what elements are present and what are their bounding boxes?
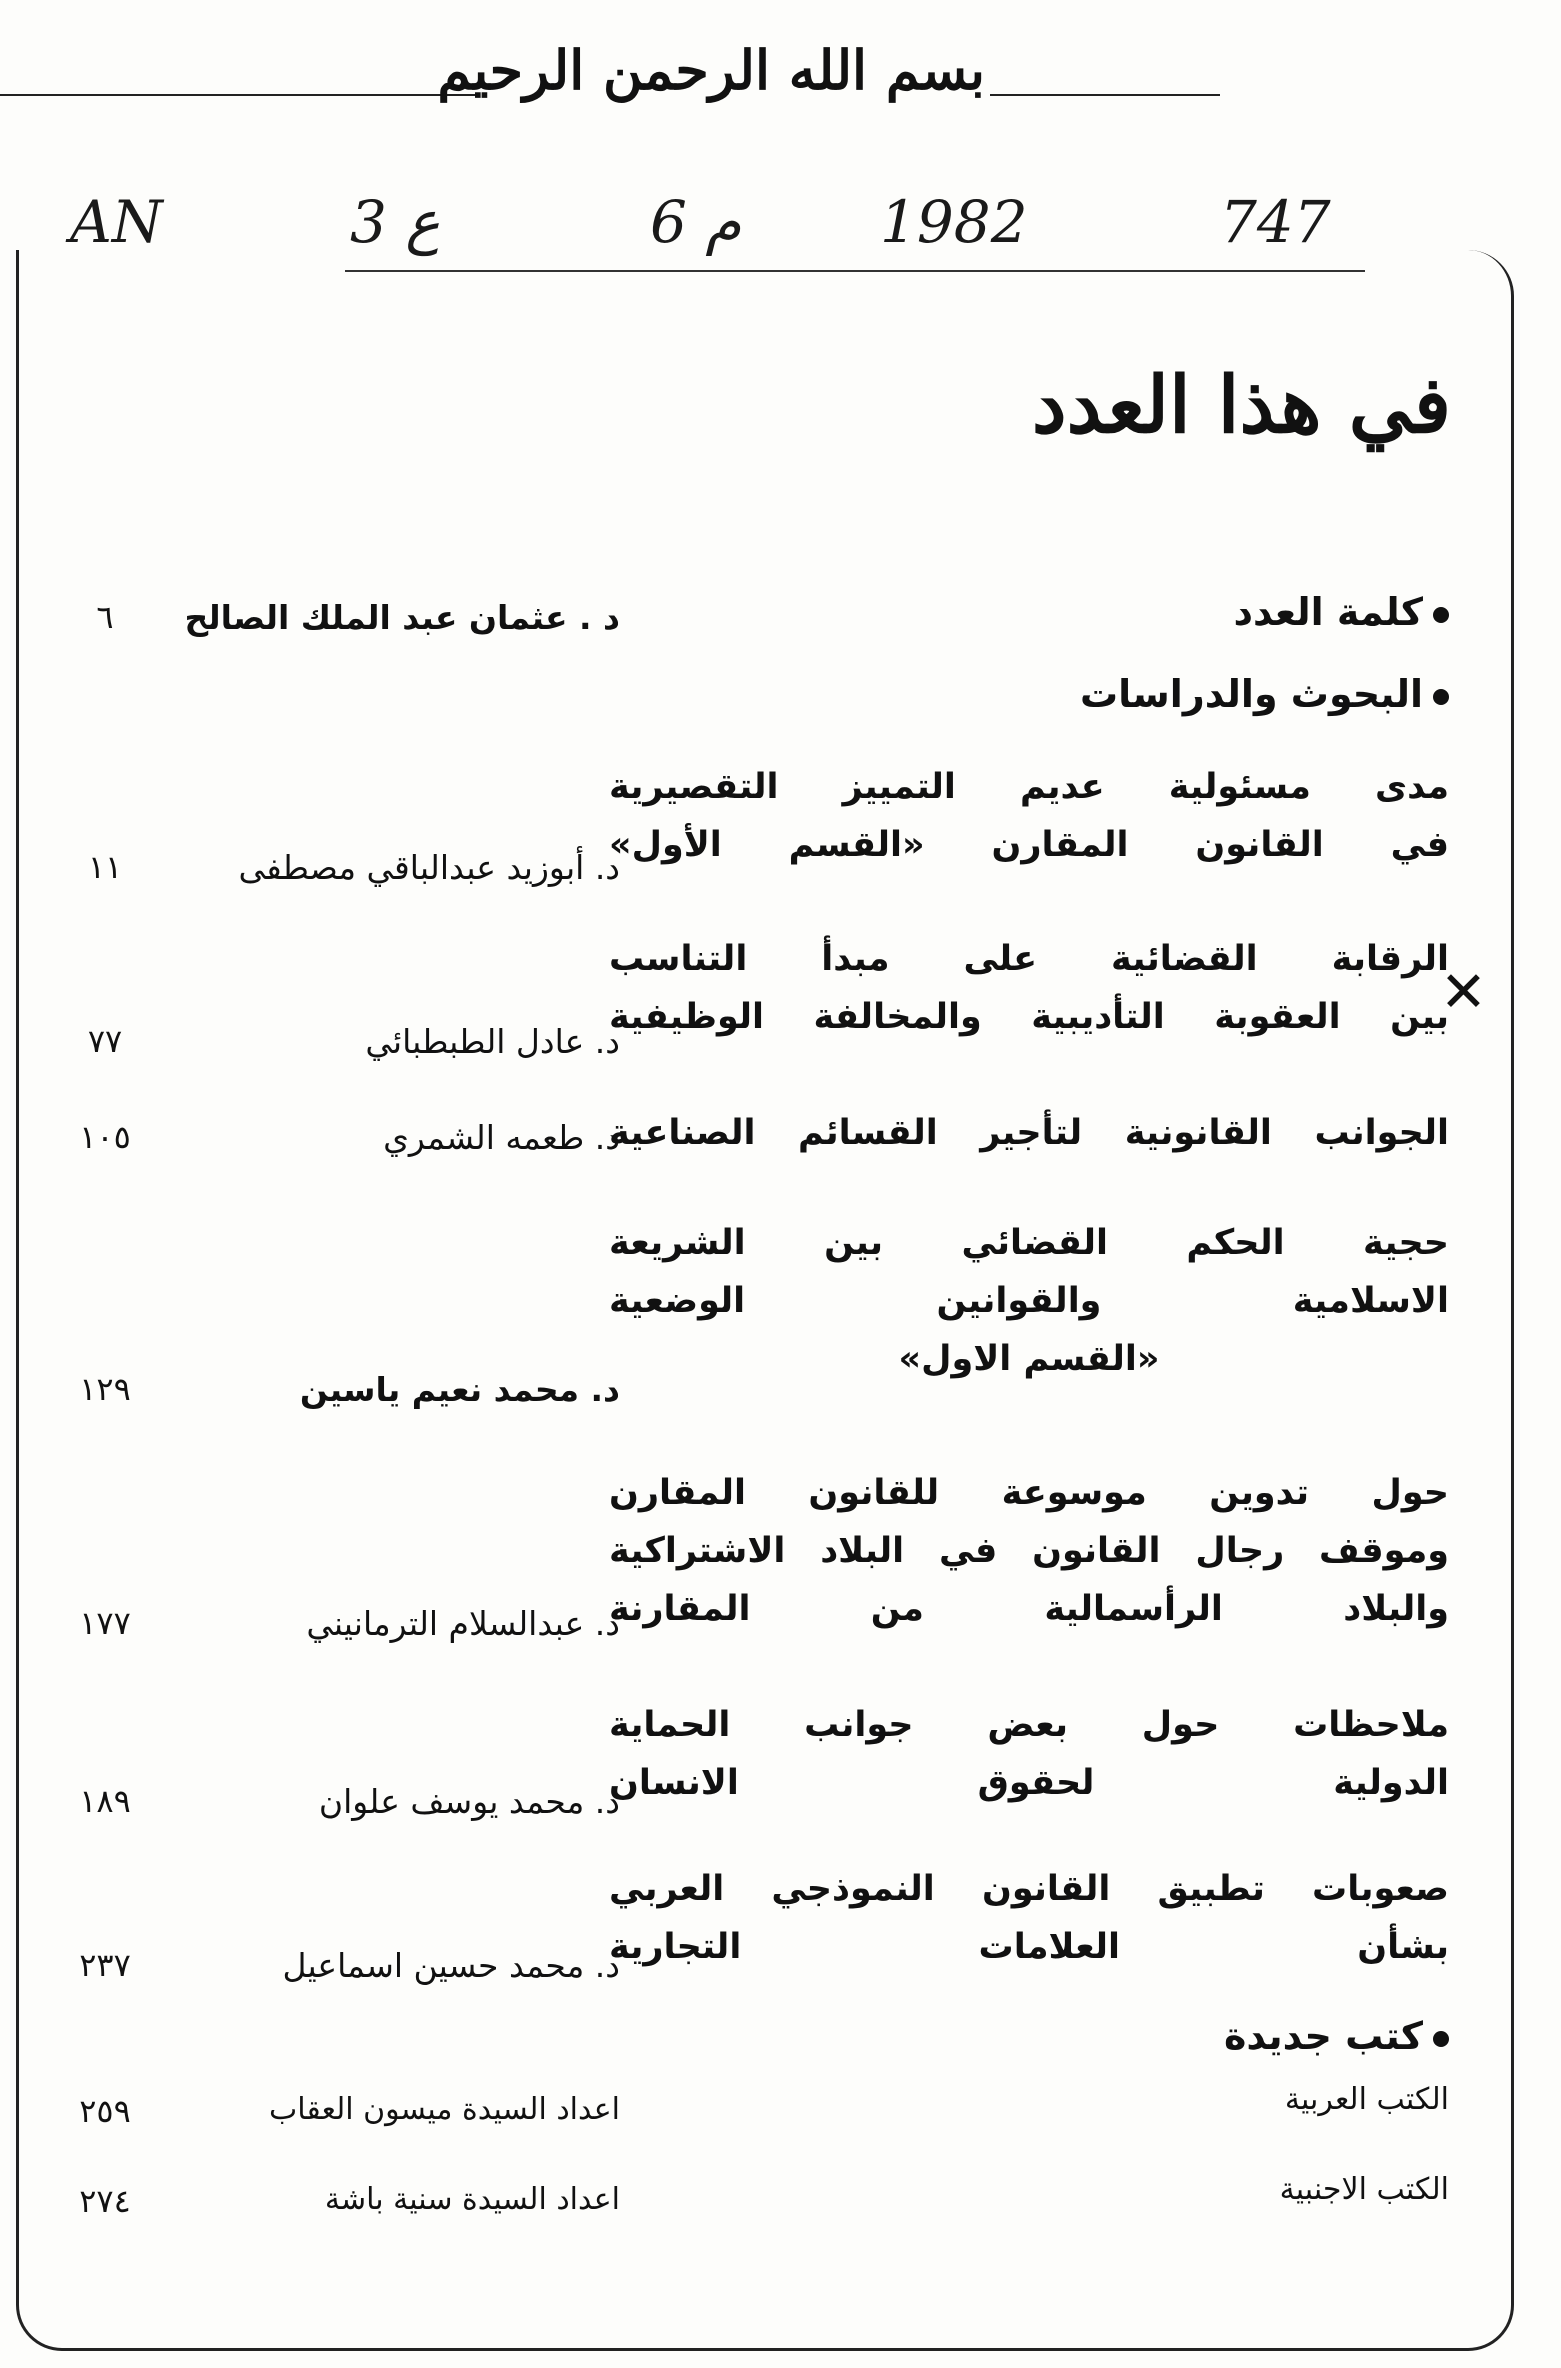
article-title: ملاحظات حول بعض جوانب الحماية الدولية لحقوق الانسان (609, 1705, 1449, 1803)
article-title: الرقابة القضائية على مبدأ التناسب بين العقوبة التأديبية والمخالفة الوظيفية (609, 939, 1449, 1037)
books-arabic-author: اعداد السيدة ميسون العقاب (269, 2092, 620, 2127)
section-books: كتب جديدة (1224, 2014, 1449, 2058)
handwritten-code: AN (70, 188, 163, 256)
article-page: ١١ (87, 848, 123, 886)
handwritten-issue: 3 ع (350, 188, 440, 256)
bullet-icon (1433, 607, 1449, 623)
header-rule-left (0, 94, 480, 96)
header-rule-right (990, 94, 1220, 96)
handwritten-volume: 6 م (650, 188, 742, 256)
page-title: في هذا العدد (1031, 360, 1451, 451)
article-page: ١٢٩ (79, 1370, 131, 1408)
article-title: الجوانب القانونية لتأجير القسائم الصناعية (609, 1113, 1449, 1153)
article-author: د. أبوزيد عبدالباقي مصطفى (238, 848, 620, 887)
article-title: صعوبات تطبيق القانون النموذجي العربي بشأن العلامات التجارية (609, 1869, 1449, 1967)
article-author: د. عبدالسلام الترمانيني (306, 1604, 620, 1643)
article-page: ١٠٥ (79, 1118, 131, 1156)
article-author: د. عادل الطبطبائي (365, 1022, 620, 1061)
section-research: البحوث والدراسات (1080, 672, 1449, 716)
article-title: حجية الحكم القضائي بين الشريعة الاسلامية والقوانين الوضعية «القسم الاول» (609, 1223, 1449, 1379)
article-page: ٧٧ (87, 1022, 123, 1060)
bullet-icon (1433, 2031, 1449, 2047)
article-author: د. محمد نعيم ياسين (299, 1370, 620, 1409)
bullet-icon (1433, 689, 1449, 705)
books-arabic-page: ٢٥٩ (79, 2092, 131, 2130)
handwritten-x-mark: ✕ (1440, 960, 1487, 1025)
article-page: ٢٣٧ (79, 1946, 131, 1984)
article-author: د. محمد حسين اسماعيل (282, 1946, 620, 1985)
books-foreign-author: اعداد السيدة سنية باشة (324, 2182, 620, 2217)
article-title: مدى مسئولية عديم التمييز التقصيرية في القانون المقارن «القسم الأول» (609, 767, 1449, 865)
handwritten-ref: 747 (1220, 188, 1331, 256)
books-arabic: الكتب العربية (1284, 2082, 1449, 2117)
handwritten-year: 1982 (880, 188, 1028, 256)
basmala: بسم الله الرحمن الرحيم (437, 38, 985, 102)
article-author: د. طعمه الشمري (383, 1118, 620, 1157)
books-foreign-page: ٢٧٤ (79, 2182, 131, 2220)
books-foreign: الكتب الاجنبية (1279, 2172, 1449, 2207)
editorial-author: د . عثمان عبد الملك الصالح (184, 598, 620, 637)
article-author: د. محمد يوسف علوان (318, 1782, 620, 1821)
article-page: ١٧٧ (79, 1604, 131, 1642)
editorial-page: ٦ (96, 598, 114, 636)
article-page: ١٨٩ (79, 1782, 131, 1820)
article-title: حول تدوين موسوعة للقانون المقارن وموقف رجال القانون في البلاد الاشتراكية والبلاد الرأسمالية من المقارنة (609, 1473, 1449, 1629)
section-editorial: كلمة العدد (1233, 590, 1449, 634)
